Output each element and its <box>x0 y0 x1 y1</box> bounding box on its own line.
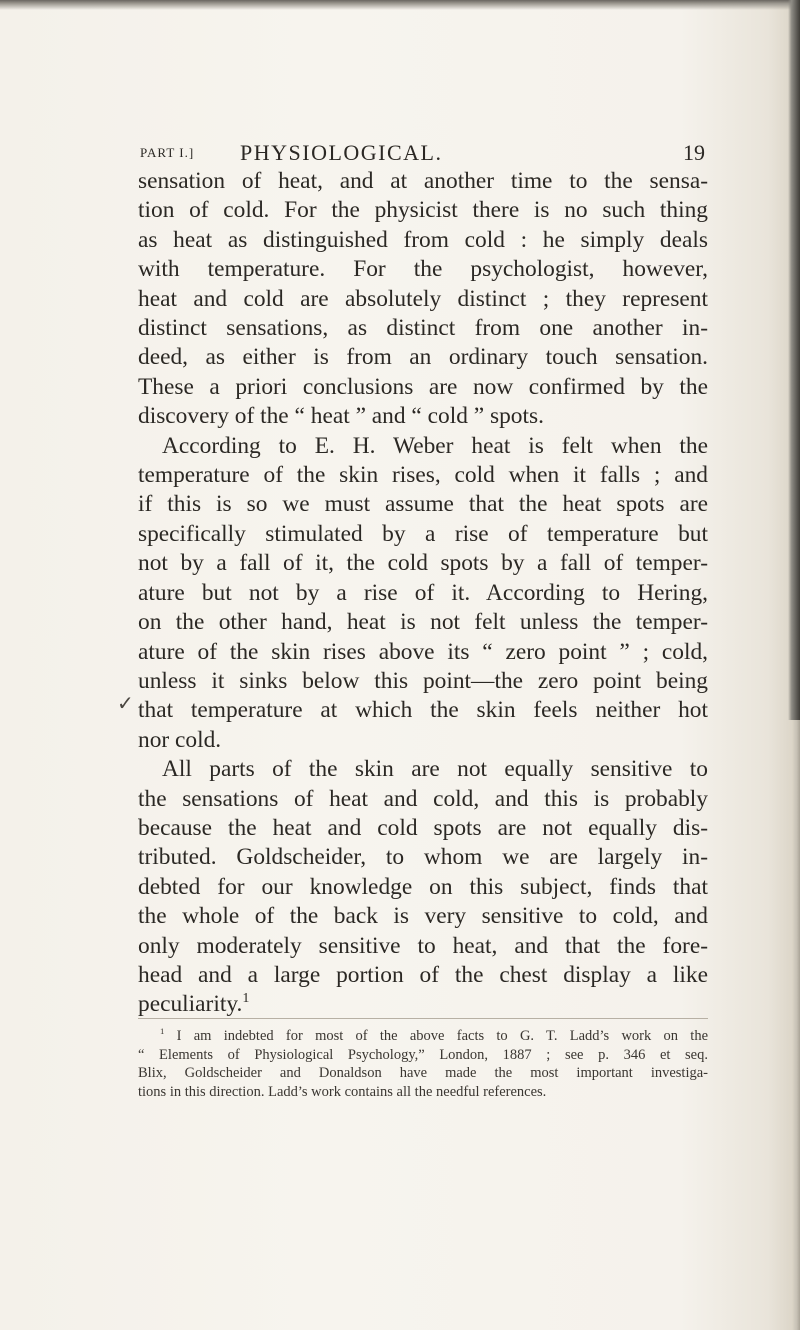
footnote-text: I am indebted for most of the above facts to G. T. Ladd’s work on the <box>176 1028 709 1044</box>
text-line: All parts of the skin are not equally sensitive to <box>162 756 708 783</box>
text-line: These a priori conclusions are now confirmed by the <box>138 373 708 400</box>
running-header <box>140 140 705 170</box>
text-line-with-footnote-ref <box>138 990 708 1019</box>
text-line: unless it sinks below this point—the zero point being <box>138 667 708 694</box>
page-edge-shadow-lower <box>792 720 800 1330</box>
text-line: that temperature at which the skin feels neither hot <box>138 697 708 724</box>
scan-top-shadow <box>0 0 800 10</box>
text-line: debted for our knowledge on this subject, finds that <box>138 873 708 900</box>
text-line: deed, as either is from an ordinary touch sensation. <box>138 344 708 371</box>
footnote-marker: 1 <box>160 1026 165 1037</box>
text-line: if this is so we must assume that the heat spots are <box>138 491 708 518</box>
text-line: temperature of the skin rises, cold when it falls ; and <box>138 462 708 489</box>
text-line: the whole of the back is very sensitive to cold, and <box>138 903 708 930</box>
footnote-line: “ Elements of Physiological Psychology,” London, 1887 ; see p. 346 et seq. <box>138 1046 708 1063</box>
footnote-divider <box>138 1018 708 1019</box>
text-line: on the other hand, heat is not felt unless the temper- <box>138 609 708 636</box>
text-line: peculiarity. <box>138 991 243 1018</box>
text-line: nor cold. <box>138 726 222 753</box>
text-line: According to E. H. Weber heat is felt when the <box>162 432 708 459</box>
text-line: specifically stimulated by a rise of temperature but <box>138 520 708 547</box>
text-line: because the heat and cold spots are not equally dis- <box>138 814 708 841</box>
footnote-reference: 1 <box>242 990 250 1007</box>
page-number: 19 <box>683 140 705 165</box>
part-label: PART I.] <box>140 145 195 160</box>
text-line: as heat as distinguished from cold : he simply deals <box>138 226 708 253</box>
text-line: tributed. Goldscheider, to whom we are largely in- <box>138 844 708 871</box>
text-line: only moderately sensitive to heat, and that the fore- <box>138 932 708 959</box>
footnote <box>138 1027 708 1101</box>
text-line: with temperature. For the psychologist, however, <box>138 256 708 283</box>
footnote-line <box>138 1027 708 1046</box>
text-line: sensation of heat, and at another time to the sensa- <box>138 168 708 194</box>
text-line: discovery of the “ heat ” and “ cold ” spots. <box>138 403 544 430</box>
body-text <box>138 167 708 1020</box>
text-line: distinct sensations, as distinct from one another in- <box>138 315 708 342</box>
text-line: heat and cold are absolutely distinct ; they represent <box>138 285 708 312</box>
footnote-line: Blix, Goldscheider and Donaldson have made the most important investiga- <box>138 1065 708 1081</box>
text-line: ature of the skin rises above its “ zero point ” ; cold, <box>138 638 708 665</box>
page-edge-shadow <box>788 0 800 720</box>
text-line: tion of cold. For the physicist there is no such thing <box>138 197 708 224</box>
page-title: PHYSIOLOGICAL. <box>240 140 443 165</box>
pencil-check-mark-icon: ✓ <box>117 693 134 715</box>
text-line: ature but not by a rise of it. According to Hering, <box>138 579 708 606</box>
footnote-line: tions in this direction. Ladd’s work contains all the needful references. <box>138 1083 547 1100</box>
text-line: not by a fall of it, the cold spots by a fall of temper- <box>138 550 708 577</box>
text-line: head and a large portion of the chest display a like <box>138 961 708 988</box>
text-line: the sensations of heat and cold, and this is probably <box>138 785 708 812</box>
